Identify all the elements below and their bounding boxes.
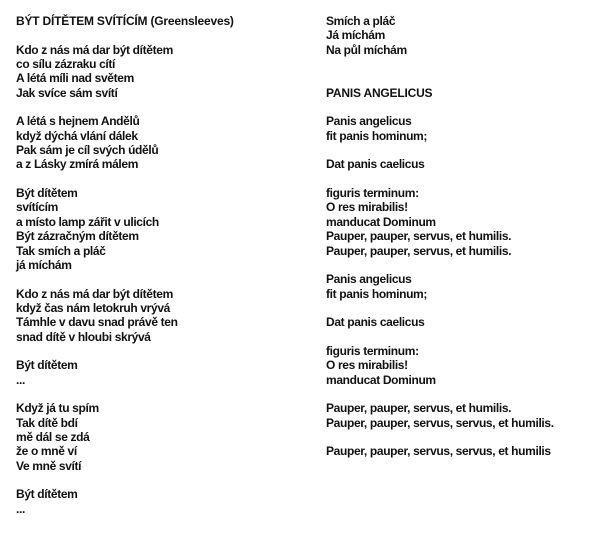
lyric-line: Panis angelicus <box>326 272 412 287</box>
lyric-line: fit panis hominum; <box>326 286 428 301</box>
lyric-line <box>326 301 554 315</box>
lyric-line: svítícím <box>16 200 58 215</box>
lyric-line: Smích a pláč <box>326 14 396 28</box>
lyric-line: fit panis hominum; <box>326 128 428 143</box>
lyric-line: Tak dítě bdí <box>16 415 78 430</box>
lyric-line <box>16 387 234 401</box>
lyric-line: Pauper, pauper, servus, servus, et humilis <box>326 444 551 459</box>
lyric-line: že o mně ví <box>16 444 77 459</box>
lyric-line: Támhle v davu snad právě ten <box>16 315 178 330</box>
lyric-line <box>326 258 554 272</box>
lyric-line <box>16 473 234 487</box>
lyric-line: Pauper, pauper, servus, et humilis. <box>326 229 512 244</box>
lyric-line: Panis angelicus <box>326 114 412 129</box>
lyric-line: Ve mně svítí <box>16 458 82 473</box>
lyric-line <box>326 172 554 186</box>
lyric-line: Být dítětem <box>16 186 78 201</box>
lyric-line: ... <box>16 372 25 387</box>
lyric-line <box>326 143 554 157</box>
lyric-line <box>326 57 554 71</box>
lyric-line: A létá s hejnem Andělů <box>16 114 140 129</box>
lyric-line: O res mirabilis! <box>326 358 408 373</box>
lyric-line <box>326 71 554 85</box>
lyrics-lines <box>326 100 554 459</box>
lyric-line: Já míchám <box>326 28 385 43</box>
lyric-line: Kdo z nás má dar být dítětem <box>16 286 173 301</box>
lyric-line <box>326 330 554 344</box>
lyric-line: a z Lásky zmírá málem <box>16 157 139 172</box>
lyrics-continuation <box>326 14 554 86</box>
song-title: BÝT DÍTĚTEM SVÍTÍCÍM (Greensleeves) <box>16 14 234 28</box>
lyric-line: figuris terminum: <box>326 186 419 201</box>
lyric-line: Dat panis caelicus <box>326 157 425 172</box>
lyric-line: Na půl míchám <box>326 42 407 57</box>
lyric-line: manducat Dominum <box>326 214 436 229</box>
lyric-line: co sílu zázraku cítí <box>16 57 116 72</box>
lyric-line: mě dál se zdá <box>16 429 90 444</box>
song-panis-angelicus <box>326 14 554 459</box>
song-title: PANIS ANGELICUS <box>326 85 433 100</box>
lyric-line <box>16 172 234 186</box>
lyric-line: ... <box>16 501 25 516</box>
song-greensleeves <box>16 14 234 516</box>
lyric-line: Být zázračným dítětem <box>16 229 139 244</box>
lyric-line: Být dítětem <box>16 358 78 373</box>
lyric-line: Tak smích a pláč <box>16 243 106 258</box>
lyric-line: Být dítětem <box>16 487 78 502</box>
lyric-line: Pauper, pauper, servus, et humilis. <box>326 401 512 416</box>
lyric-line: snad dítě v hloubi skrývá <box>16 329 151 344</box>
lyric-line: já míchám <box>16 257 72 272</box>
lyric-line <box>16 344 234 358</box>
lyric-line <box>16 272 234 286</box>
lyric-line: a místo lamp zářit v ulicích <box>16 214 159 229</box>
lyric-line <box>326 100 554 114</box>
lyric-line: když čas nám letokruh vrývá <box>16 300 170 315</box>
lyric-line: Když já tu spím <box>16 401 99 416</box>
lyric-line: Jak svíce sám svítí <box>16 85 118 100</box>
lyric-line: A létá míli nad světem <box>16 71 134 86</box>
lyric-line <box>326 430 554 444</box>
lyric-line: když dýchá vlání dálek <box>16 128 138 143</box>
lyric-line: O res mirabilis! <box>326 200 408 215</box>
lyrics-lines <box>16 28 234 516</box>
lyric-line <box>326 387 554 401</box>
lyric-line: Kdo z nás má dar být dítětem <box>16 42 173 57</box>
lyric-line: Pauper, pauper, servus, servus, et humilis. <box>326 415 554 430</box>
lyric-line: figuris terminum: <box>326 343 419 358</box>
lyric-line: manducat Dominum <box>326 372 436 387</box>
lyric-line <box>16 100 234 114</box>
lyric-line <box>16 28 234 42</box>
lyric-line: Pak sám je cíl svých údělů <box>16 143 159 158</box>
lyric-line: Pauper, pauper, servus, et humilis. <box>326 243 512 258</box>
lyric-line: Dat panis caelicus <box>326 315 425 330</box>
